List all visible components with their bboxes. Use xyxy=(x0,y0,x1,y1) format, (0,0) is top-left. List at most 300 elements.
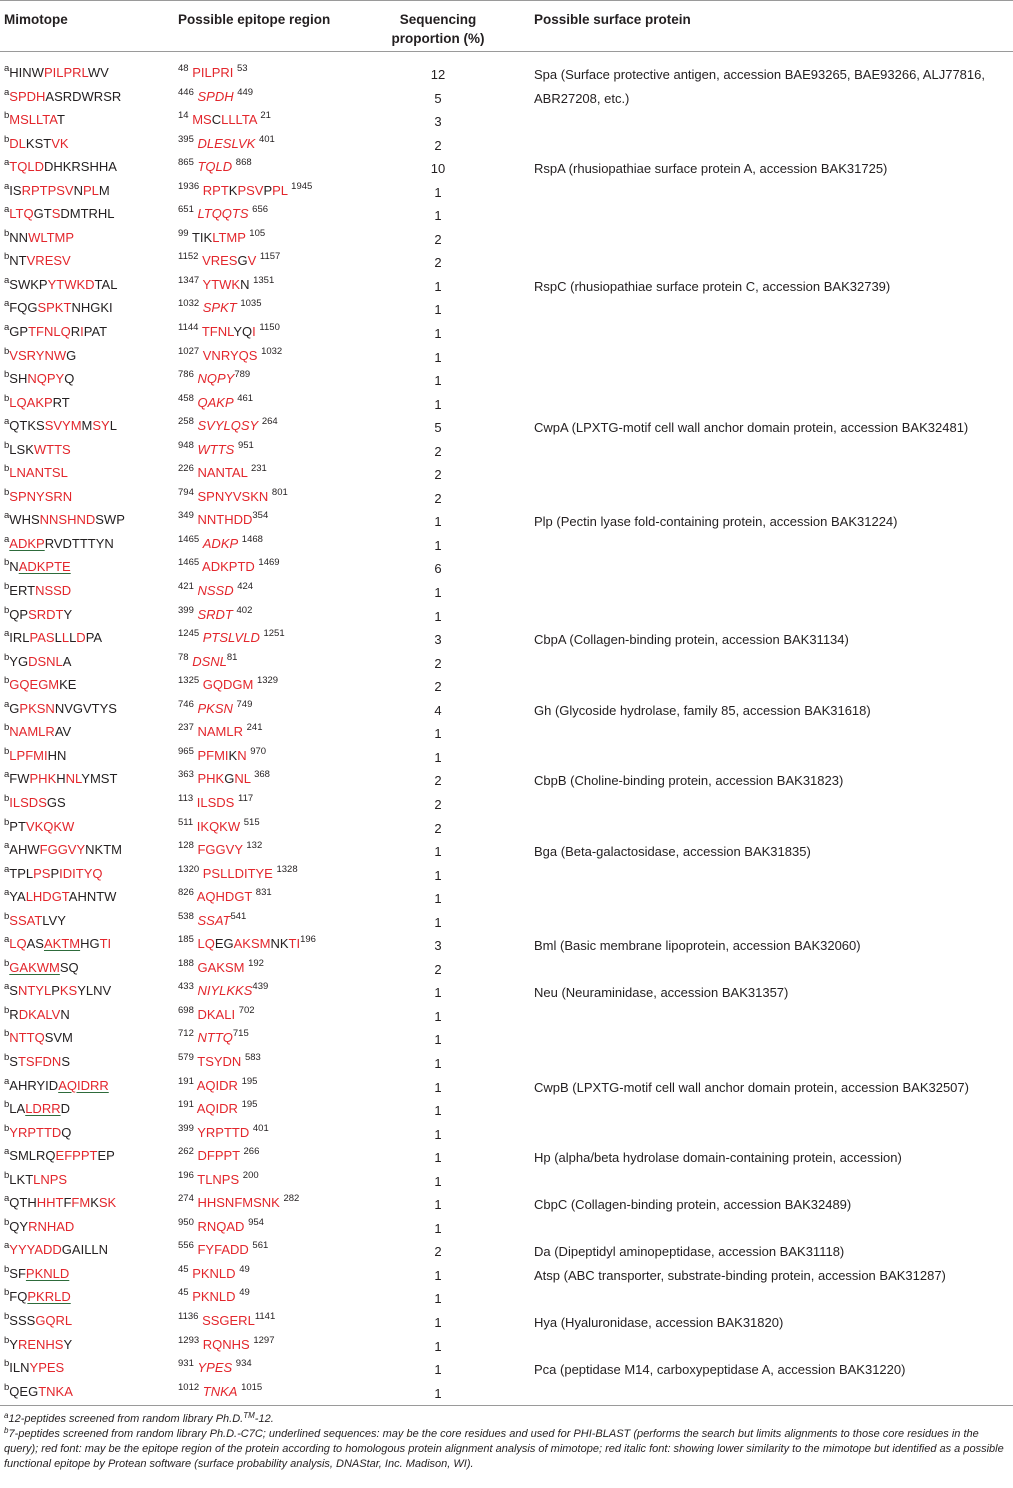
superscript: 948 xyxy=(178,439,194,451)
sequence-segment: P xyxy=(51,983,60,999)
mimotope-cell xyxy=(4,983,111,998)
superscript: a xyxy=(4,863,10,875)
sequencing-proportion-cell: 1 xyxy=(434,844,442,860)
header-sequencing-proportion: Sequencing proportion (%) xyxy=(391,12,485,46)
sequence-segment: I xyxy=(252,324,256,340)
superscript: 195 xyxy=(241,1075,258,1087)
superscript: a xyxy=(4,416,10,428)
epitope-cell xyxy=(178,792,254,810)
table-row xyxy=(0,1381,1013,1405)
superscript: b xyxy=(4,1334,10,1346)
table-row xyxy=(0,274,1013,298)
sequence-segment: PL xyxy=(83,182,99,198)
superscript: 458 xyxy=(178,392,194,404)
sequence-segment: PKRLD xyxy=(27,1289,71,1305)
superscript: b xyxy=(4,792,10,804)
sequence-segment: AS xyxy=(26,936,44,952)
superscript: 14 xyxy=(178,110,189,122)
epitope-cell xyxy=(178,1216,264,1234)
mimotope-cell xyxy=(4,1169,68,1187)
superscript: 651 xyxy=(178,204,194,216)
superscript: b xyxy=(4,722,10,734)
sequence-segment: PTSLVLD xyxy=(202,630,260,646)
epitope-cell xyxy=(178,910,247,928)
superscript: 49 xyxy=(239,1263,250,1275)
sequence-segment: LTQ xyxy=(9,206,34,222)
table-row xyxy=(0,297,1013,321)
sequence-segment: YRPTTD xyxy=(9,1124,62,1140)
sequence-segment: FGGVY xyxy=(197,842,243,858)
superscript: b xyxy=(4,1358,10,1370)
sequence-segment: PSLLDITYE xyxy=(202,865,273,881)
sequencing-proportion-cell: 1 xyxy=(434,302,442,318)
superscript: 402 xyxy=(236,604,253,616)
sequence-segment: QP xyxy=(9,606,29,622)
sequence-segment: LNPS xyxy=(33,1171,68,1187)
sequence-segment: V xyxy=(247,253,257,269)
sequence-segment: AQIDRR xyxy=(58,1077,109,1093)
superscript: a xyxy=(4,322,10,334)
mimotope-cell xyxy=(4,771,117,786)
sequence-segment: NQPY xyxy=(27,371,65,387)
superscript: 439 xyxy=(252,981,269,993)
superscript: b xyxy=(4,486,10,498)
sequence-segment: F xyxy=(63,1195,72,1211)
sequencing-proportion-cell: 3 xyxy=(434,632,442,648)
sequence-segment: IKQKW xyxy=(196,818,241,834)
superscript: b xyxy=(4,439,10,451)
superscript: a xyxy=(4,63,10,74)
mimotope-cell xyxy=(4,698,117,716)
epitope-cell xyxy=(178,957,264,975)
superscript: 363 xyxy=(178,769,194,781)
mimotope-cell xyxy=(4,1310,73,1328)
table-row xyxy=(0,792,1013,816)
sequence-segment: SPKT xyxy=(202,300,237,316)
mimotope-cell xyxy=(4,512,125,527)
sequence-segment: GT xyxy=(33,206,52,222)
sequence-segment: IDITYQ xyxy=(59,865,103,881)
sequencing-proportion-cell: 2 xyxy=(434,467,442,483)
superscript: b xyxy=(4,957,10,969)
mimotope-cell xyxy=(4,1242,108,1257)
sequence-segment: Y xyxy=(9,1336,18,1352)
sequence-segment: K xyxy=(90,1195,99,1211)
superscript: 231 xyxy=(250,463,267,475)
epitope-cell xyxy=(178,1101,257,1116)
table-row xyxy=(0,768,1013,792)
table-row xyxy=(0,109,1013,133)
sequence-segment: SRDT xyxy=(197,606,233,622)
surface-protein-cell: ABR27208, etc.) xyxy=(534,90,630,106)
mimotope-cell xyxy=(4,324,107,339)
sequence-segment: L xyxy=(69,630,77,646)
sequence-segment: FM xyxy=(71,1195,91,1211)
sequence-segment: LLLTA xyxy=(221,112,257,128)
superscript: 1157 xyxy=(259,251,281,263)
mimotope-cell xyxy=(4,253,71,268)
footnote-b: $^b$7-peptides screened from random library Ph.D.-C7C; underlined sequences: may be the core residues and used for PHI-BLAST (performs the search but limits alignments to those core residues in the query); red font: may be the epitope region of the protein according to homologous protein alignment analysis of mimotope; red italic font: showing lower similarity to the mimotope but identified as a possible functional epitope by Protean software (surface probability analysis, DNAStar, Inc. Madison, WI). xyxy=(4,1426,1004,1470)
mimotope-cell xyxy=(4,792,66,810)
sequence-segment: GQRL xyxy=(35,1312,73,1328)
mimotope-cell xyxy=(4,1051,70,1069)
sequence-segment: PS xyxy=(33,865,51,881)
sequence-segment: IRL xyxy=(9,630,30,646)
sequencing-proportion-cell: 1 xyxy=(434,1103,442,1119)
epitope-cell xyxy=(178,1075,258,1093)
superscript: a xyxy=(4,298,10,310)
sequence-segment: QY xyxy=(9,1218,29,1234)
sequence-segment: PFMI xyxy=(16,747,48,763)
sequence-segment: AQIDR xyxy=(196,1077,238,1093)
sequence-segment: GAILLN xyxy=(61,1242,109,1258)
epitope-cell xyxy=(178,86,254,104)
sequencing-proportion-cell: 2 xyxy=(434,961,442,977)
superscript: 1465 xyxy=(178,533,200,545)
sequence-segment: NNSHND xyxy=(39,512,96,528)
mimotope-cell xyxy=(4,392,70,410)
sequence-segment: VKQKW xyxy=(25,818,75,834)
sequencing-proportion-cell: 1 xyxy=(434,373,442,389)
superscript: 45 xyxy=(178,1263,189,1275)
superscript: a xyxy=(4,934,10,946)
sequence-segment: YPES xyxy=(29,1360,65,1376)
superscript: 45 xyxy=(178,1287,189,1299)
mimotope-cell xyxy=(4,1122,72,1140)
superscript: 556 xyxy=(178,1240,194,1252)
sequence-segment: ADKP xyxy=(202,535,239,551)
superscript: b xyxy=(4,1051,10,1063)
mimotope-cell xyxy=(4,842,122,857)
mimotope-cell xyxy=(4,816,75,834)
superscript: 1325 xyxy=(178,675,200,687)
sequencing-proportion-cell: 1 xyxy=(434,1314,442,1330)
mimotope-cell xyxy=(4,889,116,904)
table-row xyxy=(0,368,1013,392)
superscript: 1468 xyxy=(241,533,263,545)
mimotope-cell xyxy=(4,533,114,551)
mimotope-cell xyxy=(4,957,79,975)
sequence-segment: ASRDWRSR xyxy=(45,88,122,104)
sequence-segment: YTWKD xyxy=(47,276,95,292)
sequence-segment: NANTAL xyxy=(197,465,248,481)
sequence-segment: SSAT xyxy=(9,912,43,928)
mimotope-cell xyxy=(4,677,76,692)
superscript: 117 xyxy=(237,792,254,804)
sequencing-proportion-cell: 3 xyxy=(434,114,442,130)
superscript: 698 xyxy=(178,1004,194,1016)
superscript: 81 xyxy=(226,651,238,663)
table-row xyxy=(0,133,1013,157)
sequence-segment: LTQQTS xyxy=(197,206,249,222)
sequencing-proportion-cell: 1 xyxy=(434,1150,442,1166)
sequencing-proportion-cell: 2 xyxy=(434,231,442,247)
superscript: a xyxy=(4,1240,10,1252)
sequence-segment: G xyxy=(66,347,77,363)
sequence-segment: PHK xyxy=(29,771,57,787)
sequence-segment: G xyxy=(237,253,248,269)
superscript: 368 xyxy=(254,769,270,781)
superscript: 1136 xyxy=(178,1310,199,1322)
superscript: 951 xyxy=(237,439,254,451)
sequencing-proportion-cell: 2 xyxy=(434,1244,442,1260)
sequence-segment: M xyxy=(98,182,110,198)
table-row xyxy=(0,1075,1013,1099)
superscript: 831 xyxy=(255,887,272,899)
table-row xyxy=(0,980,1013,1004)
sequence-segment: SSGERL xyxy=(202,1312,255,1328)
superscript: 446 xyxy=(178,86,194,98)
mimotope-cell xyxy=(4,439,71,457)
superscript: 1469 xyxy=(258,557,280,569)
superscript: b xyxy=(4,133,10,145)
sequence-segment: K xyxy=(228,182,238,198)
superscript: b xyxy=(4,581,10,593)
sequence-segment: HHSNFMSNK xyxy=(197,1195,280,1211)
sequence-segment: DL xyxy=(9,135,26,151)
sequence-segment: L xyxy=(54,630,62,646)
sequencing-proportion-cell: 1 xyxy=(434,1267,442,1283)
sequence-segment: NANTS xyxy=(16,465,61,481)
sequencing-proportion-cell: 1 xyxy=(434,396,442,412)
epitope-cell xyxy=(178,392,254,410)
table-row xyxy=(0,1286,1013,1310)
sequence-segment: S xyxy=(61,1053,70,1069)
table-row xyxy=(0,1051,1013,1075)
mimotope-cell xyxy=(4,300,113,315)
sequence-segment: AKTM xyxy=(43,936,81,952)
sequence-segment: TI xyxy=(99,936,112,952)
sequence-segment: PAS xyxy=(29,630,55,646)
mimotope-cell xyxy=(4,630,102,645)
sequence-segment: YG xyxy=(9,653,29,669)
epitope-cell xyxy=(178,112,271,127)
sequence-segment: ILSDS xyxy=(9,794,47,810)
table-row xyxy=(0,886,1013,910)
sequence-segment: RQNHS xyxy=(202,1336,250,1352)
sequence-segment: K xyxy=(228,747,238,763)
sequence-segment: GAKWM xyxy=(9,959,60,975)
table-row xyxy=(0,627,1013,651)
sequence-segment: FQ xyxy=(9,1289,28,1305)
superscript: b xyxy=(4,1028,10,1040)
mimotope-cell xyxy=(4,86,122,104)
superscript: 1027 xyxy=(178,345,200,357)
sequence-segment: ADKPTE xyxy=(18,559,71,575)
superscript: 128 xyxy=(178,840,194,852)
surface-protein-cell: Bml (Basic membrane lipoprotein, accession BAK32060) xyxy=(534,938,861,954)
sequence-segment: WLTMP xyxy=(28,229,75,245)
sequence-segment: AHNTW xyxy=(68,889,117,905)
table-row xyxy=(0,745,1013,769)
sequence-segment: Q xyxy=(64,371,75,387)
superscript: b xyxy=(4,1169,10,1181)
sequence-segment: PILPRI xyxy=(192,65,234,80)
sequence-segment: MS xyxy=(192,112,212,128)
sequencing-proportion-cell: 1 xyxy=(434,726,442,742)
epitope-cell xyxy=(178,371,250,386)
surface-protein-cell: Hp (alpha/beta hydrolase domain-containing protein, accession) xyxy=(534,1150,902,1166)
superscript: 461 xyxy=(237,392,254,404)
superscript: 749 xyxy=(236,698,253,710)
table-row xyxy=(0,180,1013,204)
sequencing-proportion-cell: 1 xyxy=(434,891,442,907)
sequence-segment: SPNYSRN xyxy=(9,488,73,504)
superscript: b xyxy=(4,369,10,381)
sequence-segment: YQ xyxy=(233,324,253,340)
sequence-segment: L xyxy=(9,747,17,763)
sequencing-proportion-cell: 2 xyxy=(434,443,442,459)
epitope-cell xyxy=(178,1195,299,1210)
superscript: 48 xyxy=(178,63,189,74)
sequence-segment: NHGKI xyxy=(71,300,113,316)
superscript: 1945 xyxy=(291,180,313,192)
table-row xyxy=(0,933,1013,957)
superscript: a xyxy=(4,1193,10,1205)
sequence-segment: WTTS xyxy=(33,441,71,457)
table-row xyxy=(0,1357,1013,1381)
sequence-segment: NTTQ xyxy=(197,1030,233,1046)
table-row xyxy=(0,1310,1013,1334)
mimotope-cell xyxy=(4,1289,71,1304)
sequence-segment: TSFDN xyxy=(17,1053,62,1069)
epitope-cell xyxy=(178,724,262,739)
superscript: b xyxy=(4,745,10,757)
epitope-cell xyxy=(178,1148,259,1163)
surface-protein-cell: CbpC (Collagen-binding protein, accession BAK32489) xyxy=(534,1197,852,1213)
epitope-cell xyxy=(178,630,285,645)
epitope-cell xyxy=(178,698,253,716)
epitope-cell xyxy=(178,1030,249,1045)
sequence-segment: S xyxy=(9,983,18,999)
epitope-cell xyxy=(178,65,248,80)
table-row xyxy=(0,86,1013,110)
sequence-segment: SY xyxy=(92,418,110,434)
superscript: 583 xyxy=(244,1051,261,1063)
sequence-segment: TLNPS xyxy=(197,1171,240,1187)
sequence-segment: LDRR xyxy=(25,1101,61,1117)
superscript: 1936 xyxy=(178,180,200,192)
epitope-cell xyxy=(178,1289,250,1304)
superscript: 196 xyxy=(178,1169,194,1181)
sequence-segment: L xyxy=(61,630,70,646)
sequencing-proportion-cell: 1 xyxy=(434,1126,442,1142)
sequence-segment: QTH xyxy=(9,1195,37,1211)
sequence-segment: YRPTTD xyxy=(197,1124,250,1140)
table-row xyxy=(0,509,1013,533)
sequence-segment: G xyxy=(9,700,20,716)
superscript: 561 xyxy=(252,1240,269,1252)
sequence-segment: ADKP xyxy=(9,535,45,551)
sequence-segment: SSAT xyxy=(197,912,231,928)
table-row xyxy=(0,698,1013,722)
surface-protein-cell: Pca (peptidase M14, carboxypeptidase A, accession BAK31220) xyxy=(534,1362,906,1378)
sequence-segment: NL xyxy=(234,771,251,787)
sequence-segment: YLNV xyxy=(77,983,112,999)
sequence-segment: P xyxy=(50,865,60,881)
table-row xyxy=(0,910,1013,934)
sequence-segment: YA xyxy=(9,889,26,905)
superscript: 132 xyxy=(246,840,263,852)
sequence-segment: MSLLTA xyxy=(9,112,57,128)
superscript: 226 xyxy=(178,463,194,475)
mimotope-cell xyxy=(4,65,109,80)
sequence-segment: IS xyxy=(9,182,22,198)
epitope-cell xyxy=(178,583,253,598)
superscript: 702 xyxy=(238,1004,255,1016)
table-row xyxy=(0,556,1013,580)
table-row xyxy=(0,1169,1013,1193)
sequence-segment: DLESLVK xyxy=(197,135,256,151)
table-row xyxy=(0,1334,1013,1358)
superscript: b xyxy=(4,1263,10,1275)
mimotope-cell xyxy=(4,1075,109,1093)
sequence-segment: SPDH xyxy=(197,88,234,104)
superscript: b xyxy=(4,651,10,663)
superscript: 237 xyxy=(178,722,194,734)
mimotope-cell xyxy=(4,604,73,622)
sequence-segment: D xyxy=(76,630,86,646)
sequence-segment: FW xyxy=(9,771,30,787)
sequence-segment: NL xyxy=(65,771,82,787)
superscript: a xyxy=(4,887,10,899)
mimotope-cell xyxy=(4,1216,75,1234)
superscript: 191 xyxy=(178,1099,194,1111)
sequence-segment: DSNL xyxy=(192,653,227,669)
superscript: 826 xyxy=(178,887,194,899)
superscript: 401 xyxy=(252,1122,269,1134)
sequence-segment: M xyxy=(81,418,93,434)
surface-protein-cell: CbpA (Collagen-binding protein, accession BAK31134) xyxy=(534,632,849,648)
footnote-a: $^a$12-peptides screened from random library Ph.D.™-12. xyxy=(4,1411,274,1425)
superscript: 712 xyxy=(178,1028,194,1040)
sequence-segment: L xyxy=(109,418,117,434)
superscript: 1293 xyxy=(178,1334,200,1346)
sequence-segment: KE xyxy=(59,677,77,693)
superscript: 965 xyxy=(178,745,194,757)
surface-protein-cell: CwpB (LPXTG-motif cell wall anchor domain protein, accession BAK32507) xyxy=(534,1079,969,1095)
sequencing-proportion-cell: 1 xyxy=(434,537,442,553)
sequence-segment: HG xyxy=(80,936,100,952)
superscript: 1465 xyxy=(178,557,200,569)
sequence-segment: SWP xyxy=(95,512,125,528)
table-row xyxy=(0,1263,1013,1287)
epitope-cell xyxy=(178,1051,261,1069)
superscript: 1245 xyxy=(178,628,200,640)
table-row xyxy=(0,321,1013,345)
sequence-segment: WV xyxy=(87,65,109,80)
sequence-segment: L xyxy=(60,465,68,481)
sequence-segment: Y xyxy=(63,1336,73,1352)
superscript: b xyxy=(4,1004,10,1016)
epitope-cell xyxy=(178,533,263,551)
sequencing-proportion-cell: 1 xyxy=(434,1079,442,1095)
table-row xyxy=(0,674,1013,698)
superscript: b xyxy=(4,1099,10,1111)
sequence-segment: QAKP xyxy=(16,394,53,410)
table-row xyxy=(0,439,1013,463)
epitope-cell xyxy=(178,465,267,480)
table-row xyxy=(0,721,1013,745)
superscript: 970 xyxy=(250,745,267,757)
superscript: 433 xyxy=(178,981,194,993)
superscript: 264 xyxy=(261,416,278,428)
superscript: 401 xyxy=(258,133,275,145)
superscript: 241 xyxy=(246,722,263,734)
sequencing-proportion-cell: 1 xyxy=(434,326,442,342)
superscript: 538 xyxy=(178,910,194,922)
superscript: b xyxy=(4,910,10,922)
